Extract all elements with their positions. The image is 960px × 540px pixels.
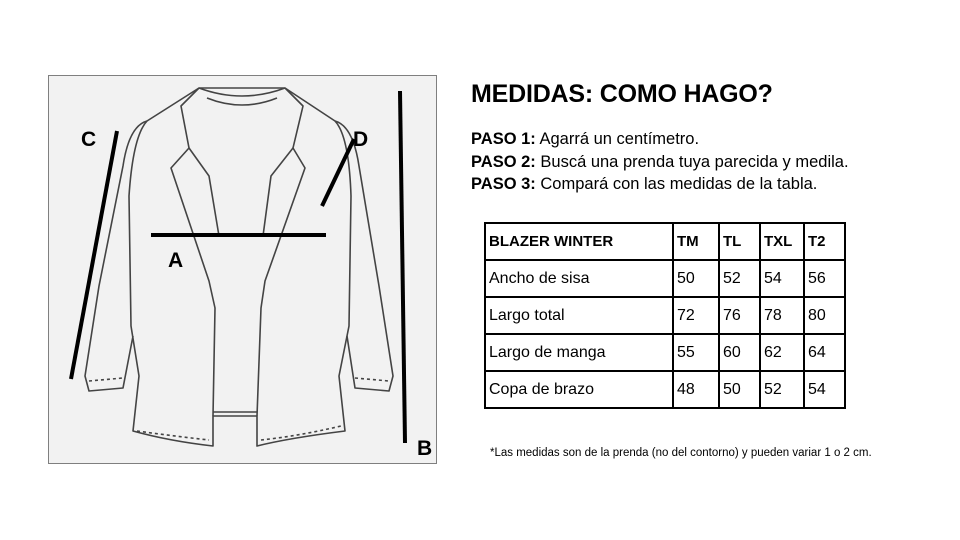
table-cell: 80 bbox=[804, 297, 845, 334]
table-cell: 52 bbox=[760, 371, 804, 408]
table-header: TM bbox=[673, 223, 719, 260]
step-2-label: PASO 2: bbox=[471, 152, 536, 171]
table-row bbox=[485, 260, 845, 297]
step-2 bbox=[471, 151, 849, 174]
table-cell: 60 bbox=[719, 334, 760, 371]
table-row bbox=[485, 371, 845, 408]
step-1-label: PASO 1: bbox=[471, 130, 536, 148]
label-d: D bbox=[353, 128, 369, 151]
step-1 bbox=[471, 128, 849, 151]
step-3 bbox=[471, 173, 849, 196]
table-cell: Copa de brazo bbox=[485, 371, 673, 408]
table-cell: 64 bbox=[804, 334, 845, 371]
measure-line-c bbox=[71, 128, 117, 379]
table-cell: Largo total bbox=[485, 297, 673, 334]
table-header: TXL bbox=[760, 223, 804, 260]
table-cell: 52 bbox=[719, 260, 760, 297]
table-cell: 54 bbox=[804, 371, 845, 408]
table-cell: 56 bbox=[804, 260, 845, 297]
blazer-body-outline bbox=[129, 88, 351, 446]
blazer-measurement-diagram bbox=[48, 75, 437, 464]
table-row bbox=[485, 297, 845, 334]
table-header: BLAZER WINTER bbox=[485, 223, 673, 260]
table-header: T2 bbox=[804, 223, 845, 260]
table-cell: 76 bbox=[719, 297, 760, 334]
table-cell: Largo de manga bbox=[485, 334, 673, 371]
neck-band bbox=[199, 88, 285, 96]
collar-right bbox=[257, 88, 305, 416]
table-cell: 48 bbox=[673, 371, 719, 408]
label-c: C bbox=[81, 128, 97, 151]
table-header: TL bbox=[719, 223, 760, 260]
table-cell: 50 bbox=[719, 371, 760, 408]
step-3-label: PASO 3: bbox=[471, 175, 536, 193]
table-cell: 72 bbox=[673, 297, 719, 334]
table-cell: 78 bbox=[760, 297, 804, 334]
measure-line-b bbox=[400, 91, 405, 443]
page-title: MEDIDAS: COMO HAGO? bbox=[471, 80, 773, 108]
step-2-text: Buscá una prenda tuya parecida y medila. bbox=[535, 152, 849, 171]
table-cell: 54 bbox=[760, 260, 804, 297]
table-row bbox=[485, 334, 845, 371]
blazer-illustration bbox=[49, 76, 438, 465]
table-cell: 62 bbox=[760, 334, 804, 371]
table-cell: 55 bbox=[673, 334, 719, 371]
size-table bbox=[484, 222, 846, 409]
footnote: *Las medidas son de la prenda (no del contorno) y pueden variar 1 o 2 cm. bbox=[490, 447, 872, 459]
table-header-row bbox=[485, 223, 845, 260]
steps-list bbox=[471, 128, 849, 196]
table-cell: 50 bbox=[673, 260, 719, 297]
label-a: A bbox=[168, 249, 184, 272]
step-3-text: Compará con las medidas de la tabla. bbox=[535, 175, 818, 193]
table-cell: Ancho de sisa bbox=[485, 260, 673, 297]
label-b: B bbox=[417, 437, 433, 460]
step-1-text: Agarrá un centímetro. bbox=[535, 130, 700, 148]
